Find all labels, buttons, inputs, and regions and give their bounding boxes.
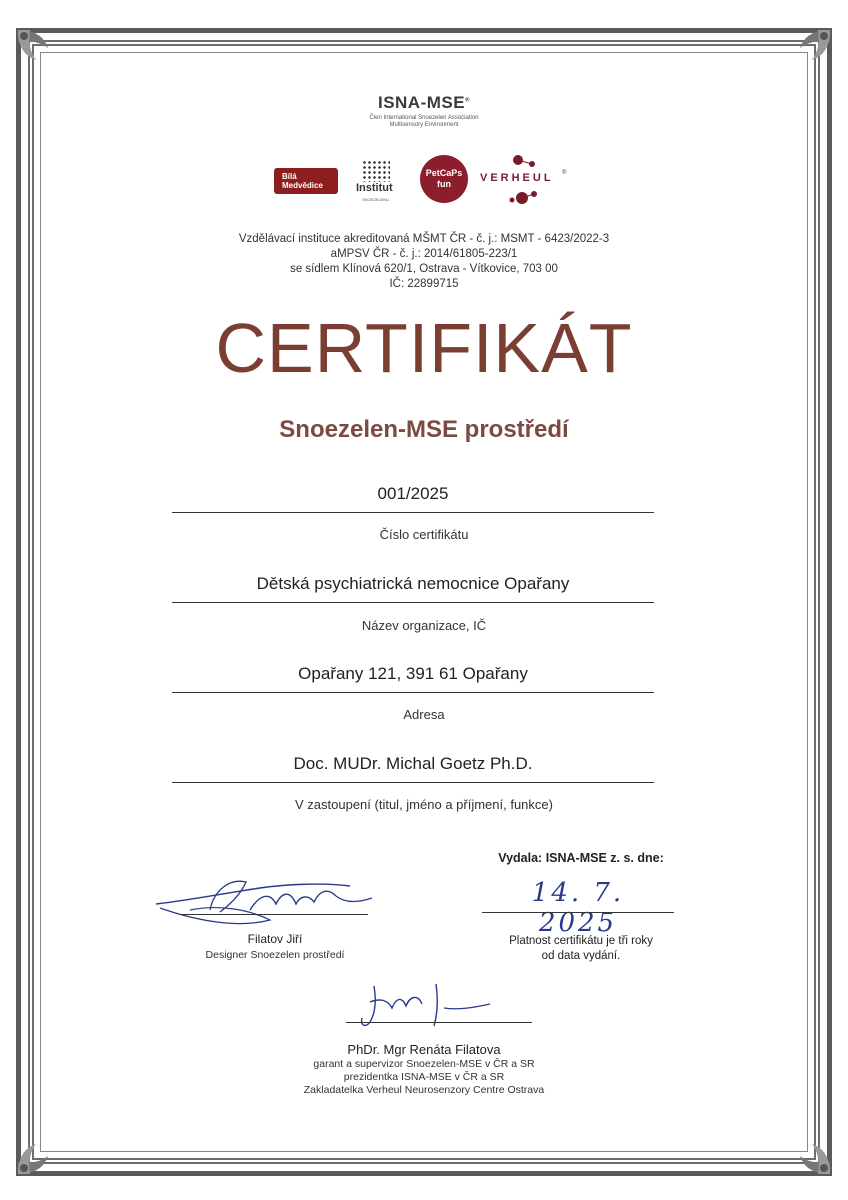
address-caption: Adresa [403, 707, 445, 722]
representative-value: Doc. MUDr. Michal Goetz Ph.D. [172, 754, 654, 783]
isna-mse-logo [0, 93, 848, 113]
logo-title: ISNA-MSE [377, 93, 466, 112]
address-line: se sídlem Klínová 620/1, Ostrava - Vítkovice, 703 00 [290, 263, 558, 275]
validity-line: od data vydání. [541, 950, 621, 962]
company-id-line: IČ: 22899715 [389, 278, 459, 290]
signature-filatova-icon [340, 978, 540, 1038]
petcaps-logo-text: PetCaPs [425, 168, 463, 178]
certificate-number-value: 001/2025 [172, 484, 654, 513]
logo-subtitle-line: Multisensory Environment [389, 122, 459, 128]
institut-logo [356, 160, 410, 204]
signer-name: Filatov Jiří [247, 932, 303, 946]
institution-details [0, 232, 848, 292]
institut-logo-subtext: SNOEZELENU [362, 197, 390, 202]
signature-filatov-icon [150, 870, 380, 940]
accreditation-line: aMPSV ČR - č. j.: 2014/61805-223/1 [330, 248, 518, 260]
issue-date-handwritten: 14. 7. 2025 [531, 878, 625, 938]
verheul-logo-text: VERHEUL [480, 172, 554, 184]
signature-line [346, 1022, 532, 1023]
bila-medvedice-logo [274, 168, 338, 194]
certificate-number-caption: Číslo certifikátu [379, 527, 469, 542]
signature-line [180, 914, 368, 915]
corner-ornament-icon [14, 26, 74, 86]
verheul-logo [478, 150, 568, 210]
signer-name: PhDr. Mgr Renáta Filatova [347, 1042, 501, 1057]
logo-registered-mark: ® [465, 97, 471, 104]
corner-ornament-icon [14, 1118, 74, 1178]
petcaps-logo [420, 155, 468, 203]
date-underline [482, 912, 674, 913]
signer-roles [0, 1058, 848, 1097]
corner-ornament-icon [774, 1118, 834, 1178]
accreditation-line: Vzdělávací instituce akreditovaná MŠMT ČR - č. j.: MSMT - 6423/2022-3 [238, 233, 610, 245]
bila-logo-text: Bílá [282, 172, 297, 181]
certificate-title: CERTIFIKÁT [215, 309, 633, 387]
logo-subtitle [0, 115, 848, 129]
address-value: Opařany 121, 391 61 Opařany [172, 664, 654, 693]
organization-name-value: Dětská psychiatrická nemocnice Opařany [172, 574, 654, 603]
partner-logos [270, 150, 590, 220]
logo-subtitle-line: Člen International Snoezelen Association [369, 115, 479, 121]
petcaps-logo-text: fun [437, 179, 451, 189]
validity-note [470, 934, 692, 964]
bila-logo-text: Medvědice [282, 181, 323, 190]
institut-logo-text: Institut [356, 182, 393, 194]
certificate-subtitle: Snoezelen-MSE prostředí [279, 416, 569, 443]
verheul-registered-mark: ® [562, 170, 567, 176]
validity-line: Platnost certifikátu je tři roky [509, 935, 653, 947]
dots-grid-icon [362, 160, 390, 182]
representative-caption: V zastoupení (titul, jméno a příjmení, funkce) [295, 797, 553, 812]
signer-role: Designer Snoezelen prostředí [205, 949, 345, 961]
signer-role: garant a supervizor Snoezelen-MSE v ČR a SR [313, 1058, 535, 1070]
signer-role: Zakladatelka Verheul Neurosenzory Centre Ostrava [303, 1084, 545, 1096]
organization-name-caption: Název organizace, IČ [361, 618, 487, 633]
issued-by-label: Vydala: ISNA-MSE z. s. dne: [498, 851, 664, 865]
corner-ornament-icon [774, 26, 834, 86]
signer-role: prezidentka ISNA-MSE v ČR a SR [343, 1071, 505, 1083]
